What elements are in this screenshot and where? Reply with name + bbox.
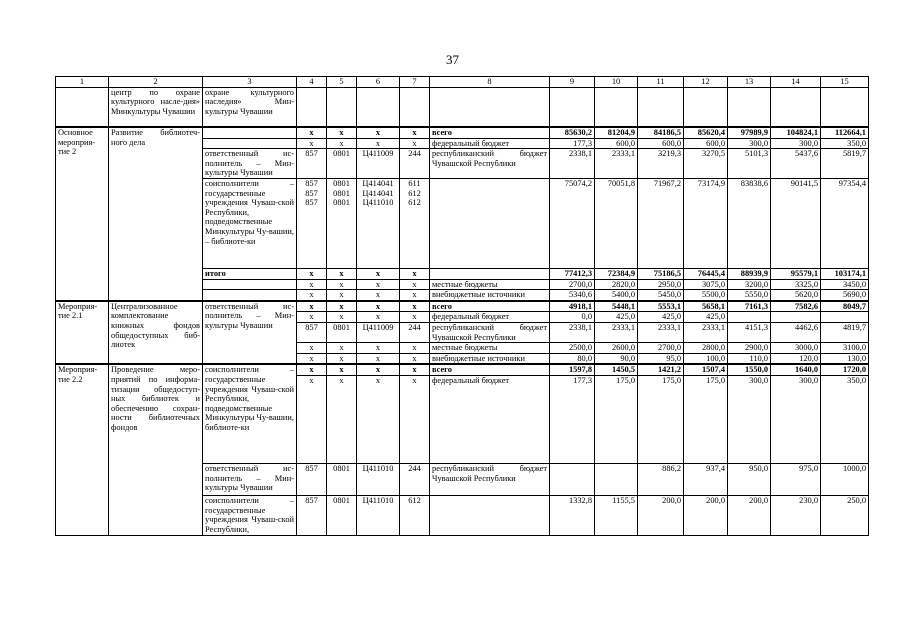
value-cell bbox=[595, 464, 638, 496]
value-cell: 2338,1 bbox=[550, 149, 595, 179]
budget-code-cell: x bbox=[357, 127, 400, 138]
value-cell: 85630,2 bbox=[550, 127, 595, 138]
value-cell: 2700,0 bbox=[550, 279, 595, 290]
executor-cell: соисполнители – государственные учреждения Чуваш-ской Республики, bbox=[203, 496, 297, 536]
budget-code-cell: x bbox=[297, 127, 327, 138]
value-cell: 177,3 bbox=[550, 138, 595, 149]
budget-code-cell: x bbox=[297, 279, 327, 290]
budget-code-cell: x bbox=[297, 312, 327, 323]
value-cell: 250,0 bbox=[821, 496, 869, 536]
value-cell: 2333,1 bbox=[684, 323, 728, 343]
header-row bbox=[56, 77, 869, 88]
budget-code-cell: 0801 bbox=[327, 149, 357, 179]
value-cell: 2950,0 bbox=[638, 279, 684, 290]
budget-code-cell: x bbox=[357, 279, 400, 290]
budget-code-cell: 244 bbox=[400, 464, 430, 496]
header-cell: 13 bbox=[728, 77, 771, 88]
value-cell: 70051,8 bbox=[595, 179, 638, 269]
value-cell: 175,0 bbox=[684, 376, 728, 464]
value-cell: 5450,0 bbox=[638, 290, 684, 301]
budget-code-cell: x bbox=[357, 343, 400, 354]
value-cell: 5550,0 bbox=[728, 290, 771, 301]
value-cell: 5448,1 bbox=[595, 301, 638, 312]
budget-code-cell: x bbox=[327, 138, 357, 149]
value-cell bbox=[728, 312, 771, 323]
value-cell: 97354,4 bbox=[821, 179, 869, 269]
budget-code-cell: x bbox=[400, 279, 430, 290]
header-cell: 7 bbox=[400, 77, 430, 88]
value-cell: 200,0 bbox=[684, 496, 728, 536]
value-cell: 2333,1 bbox=[595, 149, 638, 179]
value-cell: 3219,3 bbox=[638, 149, 684, 179]
budget-code-cell: x bbox=[297, 353, 327, 364]
budget-code-cell: x bbox=[400, 364, 430, 375]
value-cell: 3325,0 bbox=[771, 279, 821, 290]
value-cell: 300,0 bbox=[771, 376, 821, 464]
budget-code-cell: x bbox=[400, 301, 430, 312]
value-cell: 1507,4 bbox=[684, 364, 728, 375]
value-cell: 1550,0 bbox=[728, 364, 771, 375]
table-row bbox=[56, 364, 869, 375]
budget-code-cell: x bbox=[297, 290, 327, 301]
section-event-2-1 bbox=[56, 301, 869, 365]
value-cell: 3270,5 bbox=[684, 149, 728, 179]
value-cell: 75074,2 bbox=[550, 179, 595, 269]
source-cell bbox=[430, 269, 550, 280]
section-event-2-2 bbox=[56, 364, 869, 535]
value-cell: 4462,6 bbox=[771, 323, 821, 343]
value-cell: 937,4 bbox=[684, 464, 728, 496]
budget-code-cell: x bbox=[327, 376, 357, 464]
value-cell: 77412,3 bbox=[550, 269, 595, 280]
budget-code-cell: 612 bbox=[400, 496, 430, 536]
budget-code-cell: x bbox=[357, 364, 400, 375]
value-cell: 425,0 bbox=[684, 312, 728, 323]
value-cell: 950,0 bbox=[728, 464, 771, 496]
value-cell: 8049,7 bbox=[821, 301, 869, 312]
value-cell: 83838,6 bbox=[728, 179, 771, 269]
budget-code-cell: Ц414041 Ц414041 Ц411010 bbox=[357, 179, 400, 269]
value-cell: 0,0 bbox=[550, 312, 595, 323]
event-code-cell: Основное мероприя-тие 2 bbox=[56, 127, 109, 301]
budget-code-cell: x bbox=[327, 301, 357, 312]
value-cell: 3075,0 bbox=[684, 279, 728, 290]
value-cell: 130,0 bbox=[821, 353, 869, 364]
budget-code-cell: Ц411010 bbox=[357, 464, 400, 496]
value-cell: 425,0 bbox=[638, 312, 684, 323]
value-cell: 3450,0 bbox=[821, 279, 869, 290]
value-cell: 350,0 bbox=[821, 138, 869, 149]
source-cell: республиканский бюджет Чувашской Республики bbox=[430, 323, 550, 343]
executor-cell: соисполнители – государственные учреждения Чуваш-ской Республики, подведомственные Минкультуры Чу-вашии, – библиоте-ки bbox=[203, 179, 297, 269]
budget-code-cell: 611 612 612 bbox=[400, 179, 430, 269]
value-cell: 4151,3 bbox=[728, 323, 771, 343]
header-cell: 4 bbox=[297, 77, 327, 88]
budget-code-cell: x bbox=[327, 343, 357, 354]
budget-code-cell: 857 bbox=[297, 464, 327, 496]
budget-code-cell: x bbox=[400, 376, 430, 464]
value-cell: 104824,1 bbox=[771, 127, 821, 138]
header-cell: 5 bbox=[327, 77, 357, 88]
value-cell: 175,0 bbox=[638, 376, 684, 464]
value-cell bbox=[771, 312, 821, 323]
budget-code-cell: x bbox=[357, 312, 400, 323]
value-cell: 3000,0 bbox=[771, 343, 821, 354]
budget-code-cell: x bbox=[400, 353, 430, 364]
header-cell: 12 bbox=[684, 77, 728, 88]
source-cell: республиканский бюджет Чувашской Республики bbox=[430, 149, 550, 179]
source-cell: всего bbox=[430, 127, 550, 138]
budget-code-cell: 857 857 857 bbox=[297, 179, 327, 269]
value-cell: 5620,0 bbox=[771, 290, 821, 301]
budget-code-cell: x bbox=[400, 290, 430, 301]
event-name-cell: Развитие библиотеч-ного дела bbox=[109, 127, 203, 301]
value-cell: 4918,1 bbox=[550, 301, 595, 312]
value-cell: 200,0 bbox=[638, 496, 684, 536]
value-cell: 886,2 bbox=[638, 464, 684, 496]
executor-cell: ответственный ис-полнитель – Мин-культуры Чувашии bbox=[203, 301, 297, 365]
source-cell: внебюджетные источники bbox=[430, 353, 550, 364]
value-cell: 2333,1 bbox=[595, 323, 638, 343]
budget-code-cell: x bbox=[327, 269, 357, 280]
budget-code-cell: x bbox=[357, 376, 400, 464]
table-row bbox=[56, 301, 869, 312]
value-cell: 1421,2 bbox=[638, 364, 684, 375]
value-cell: 120,0 bbox=[771, 353, 821, 364]
value-cell: 88939,9 bbox=[728, 269, 771, 280]
value-cell: 100,0 bbox=[684, 353, 728, 364]
value-cell: 3100,0 bbox=[821, 343, 869, 354]
executor-cell: итого bbox=[203, 269, 297, 280]
value-cell: 1640,0 bbox=[771, 364, 821, 375]
value-cell: 85620,4 bbox=[684, 127, 728, 138]
budget-code-cell: x bbox=[327, 353, 357, 364]
value-cell: 103174,1 bbox=[821, 269, 869, 280]
value-cell: 1450,5 bbox=[595, 364, 638, 375]
header-cell: 2 bbox=[109, 77, 203, 88]
value-cell: 5690,0 bbox=[821, 290, 869, 301]
budget-code-cell: x bbox=[357, 301, 400, 312]
value-cell: 112664,1 bbox=[821, 127, 869, 138]
budget-code-cell: 0801 bbox=[327, 323, 357, 343]
value-cell: 73174,9 bbox=[684, 179, 728, 269]
budget-code-cell: x bbox=[357, 138, 400, 149]
value-cell: 2820,0 bbox=[595, 279, 638, 290]
value-cell: 3200,0 bbox=[728, 279, 771, 290]
value-cell: 76445,4 bbox=[684, 269, 728, 280]
budget-code-cell: 857 bbox=[297, 496, 327, 536]
value-cell: 81204,9 bbox=[595, 127, 638, 138]
executor-cell bbox=[203, 138, 297, 149]
executor-cell bbox=[203, 290, 297, 301]
budget-code-cell: Ц411009 bbox=[357, 149, 400, 179]
header-cell: 15 bbox=[821, 77, 869, 88]
value-cell: 5500,0 bbox=[684, 290, 728, 301]
budget-code-cell: x bbox=[327, 364, 357, 375]
value-cell: 5553,1 bbox=[638, 301, 684, 312]
value-cell: 95,0 bbox=[638, 353, 684, 364]
page-number: 37 bbox=[446, 52, 459, 67]
value-cell: 300,0 bbox=[728, 376, 771, 464]
budget-code-cell: 0801 bbox=[327, 496, 357, 536]
source-cell: республиканский бюджет Чувашской Республики bbox=[430, 464, 550, 496]
value-cell: 2333,1 bbox=[638, 323, 684, 343]
budget-code-cell: x bbox=[400, 269, 430, 280]
value-cell: 600,0 bbox=[638, 138, 684, 149]
value-cell: 110,0 bbox=[728, 353, 771, 364]
table-row bbox=[56, 127, 869, 138]
event-name-cell: Проведение меро-приятий по информа-тизации общедоступ-ных библиотек и обеспечению сохран-ности библиотечных фондов bbox=[109, 364, 203, 535]
value-cell bbox=[550, 464, 595, 496]
value-cell: 1000,0 bbox=[821, 464, 869, 496]
source-cell: федеральный бюджет bbox=[430, 376, 550, 464]
value-cell: 175,0 bbox=[595, 376, 638, 464]
budget-code-cell: x bbox=[357, 290, 400, 301]
budget-code-cell: x bbox=[400, 127, 430, 138]
value-cell: 2700,0 bbox=[638, 343, 684, 354]
value-cell: 75186,5 bbox=[638, 269, 684, 280]
executor-cell: ответственный ис-полнитель – Мин-культуры Чувашии bbox=[203, 464, 297, 496]
cont-name-cell: центр по охране культурного насле-дия» Минкультуры Чувашии bbox=[109, 87, 203, 127]
budget-code-cell: x bbox=[400, 138, 430, 149]
header-cell: 9 bbox=[550, 77, 595, 88]
value-cell: 1155,5 bbox=[595, 496, 638, 536]
value-cell: 5658,1 bbox=[684, 301, 728, 312]
budget-code-cell: 857 bbox=[297, 323, 327, 343]
budget-code-cell: x bbox=[400, 343, 430, 354]
value-cell: 95579,1 bbox=[771, 269, 821, 280]
value-cell: 200,0 bbox=[728, 496, 771, 536]
budget-code-cell: x bbox=[357, 269, 400, 280]
header-cell: 3 bbox=[203, 77, 297, 88]
value-cell: 177,3 bbox=[550, 376, 595, 464]
source-cell bbox=[430, 179, 550, 269]
value-cell: 7161,3 bbox=[728, 301, 771, 312]
value-cell: 7582,6 bbox=[771, 301, 821, 312]
budget-code-cell: 0801 0801 0801 bbox=[327, 179, 357, 269]
value-cell: 72384,9 bbox=[595, 269, 638, 280]
budget-code-cell: 244 bbox=[400, 323, 430, 343]
value-cell bbox=[821, 312, 869, 323]
value-cell: 2800,0 bbox=[684, 343, 728, 354]
header-cell: 11 bbox=[638, 77, 684, 88]
value-cell: 97989,9 bbox=[728, 127, 771, 138]
source-cell: внебюджетные источники bbox=[430, 290, 550, 301]
header-cell: 1 bbox=[56, 77, 109, 88]
budget-code-cell: 857 bbox=[297, 149, 327, 179]
value-cell: 5819,7 bbox=[821, 149, 869, 179]
value-cell: 4819,7 bbox=[821, 323, 869, 343]
value-cell: 600,0 bbox=[595, 138, 638, 149]
value-cell: 84186,5 bbox=[638, 127, 684, 138]
value-cell: 1597,8 bbox=[550, 364, 595, 375]
executor-cell bbox=[203, 279, 297, 290]
budget-code-cell: x bbox=[297, 364, 327, 375]
budget-code-cell: 0801 bbox=[327, 464, 357, 496]
value-cell: 2338,1 bbox=[550, 323, 595, 343]
budget-code-cell: x bbox=[297, 269, 327, 280]
value-cell: 975,0 bbox=[771, 464, 821, 496]
budget-code-cell: x bbox=[297, 343, 327, 354]
budget-code-cell: Ц411009 bbox=[357, 323, 400, 343]
value-cell: 425,0 bbox=[595, 312, 638, 323]
value-cell: 5101,3 bbox=[728, 149, 771, 179]
value-cell: 90,0 bbox=[595, 353, 638, 364]
value-cell: 230,0 bbox=[771, 496, 821, 536]
budget-code-cell: x bbox=[327, 312, 357, 323]
budget-code-cell: x bbox=[327, 127, 357, 138]
budget-code-cell: x bbox=[400, 312, 430, 323]
source-cell: федеральный бюджет bbox=[430, 138, 550, 149]
budget-code-cell: x bbox=[297, 376, 327, 464]
value-cell: 5340,6 bbox=[550, 290, 595, 301]
budget-code-cell: x bbox=[297, 138, 327, 149]
source-cell: местные бюджеты bbox=[430, 279, 550, 290]
value-cell: 600,0 bbox=[684, 138, 728, 149]
executor-cell: соисполнители – государственные учреждения Чуваш-ской Республики, подведомственные Минкультуры Чу-вашии, библиоте-ки bbox=[203, 364, 297, 463]
header-cell: 10 bbox=[595, 77, 638, 88]
source-cell: местные бюджеты bbox=[430, 343, 550, 354]
budget-code-cell: 244 bbox=[400, 149, 430, 179]
cont-executor-cell: охране культурного наследия» Мин-культуры Чувашии bbox=[203, 87, 297, 127]
header-cell: 6 bbox=[357, 77, 400, 88]
header-cell: 14 bbox=[771, 77, 821, 88]
value-cell: 350,0 bbox=[821, 376, 869, 464]
budget-code-cell: x bbox=[327, 279, 357, 290]
value-cell: 71967,2 bbox=[638, 179, 684, 269]
value-cell: 1332,8 bbox=[550, 496, 595, 536]
value-cell: 90141,5 bbox=[771, 179, 821, 269]
value-cell: 2600,0 bbox=[595, 343, 638, 354]
value-cell: 300,0 bbox=[728, 138, 771, 149]
value-cell: 5400,0 bbox=[595, 290, 638, 301]
budget-table bbox=[55, 76, 869, 536]
source-cell: федеральный бюджет bbox=[430, 312, 550, 323]
header-cell: 8 bbox=[430, 77, 550, 88]
event-code-cell: Мероприя-тие 2.1 bbox=[56, 301, 109, 365]
budget-code-cell: x bbox=[327, 290, 357, 301]
budget-code-cell: x bbox=[357, 353, 400, 364]
continuation-row bbox=[56, 87, 869, 127]
source-cell: всего bbox=[430, 301, 550, 312]
event-name-cell: Централизованное комплектование книжных фондов общедоступных биб-лиотек bbox=[109, 301, 203, 365]
value-cell: 1720,0 bbox=[821, 364, 869, 375]
value-cell: 2500,0 bbox=[550, 343, 595, 354]
budget-code-cell: Ц411010 bbox=[357, 496, 400, 536]
section-main-event-2 bbox=[56, 127, 869, 301]
value-cell: 80,0 bbox=[550, 353, 595, 364]
executor-cell: ответственный ис-полнитель – Мин-культуры Чувашии bbox=[203, 149, 297, 179]
value-cell: 2900,0 bbox=[728, 343, 771, 354]
executor-cell bbox=[203, 127, 297, 138]
event-code-cell: Мероприя-тие 2.2 bbox=[56, 364, 109, 535]
value-cell: 300,0 bbox=[771, 138, 821, 149]
source-cell bbox=[430, 496, 550, 536]
source-cell: всего bbox=[430, 364, 550, 375]
budget-code-cell: x bbox=[297, 301, 327, 312]
value-cell: 5437,6 bbox=[771, 149, 821, 179]
